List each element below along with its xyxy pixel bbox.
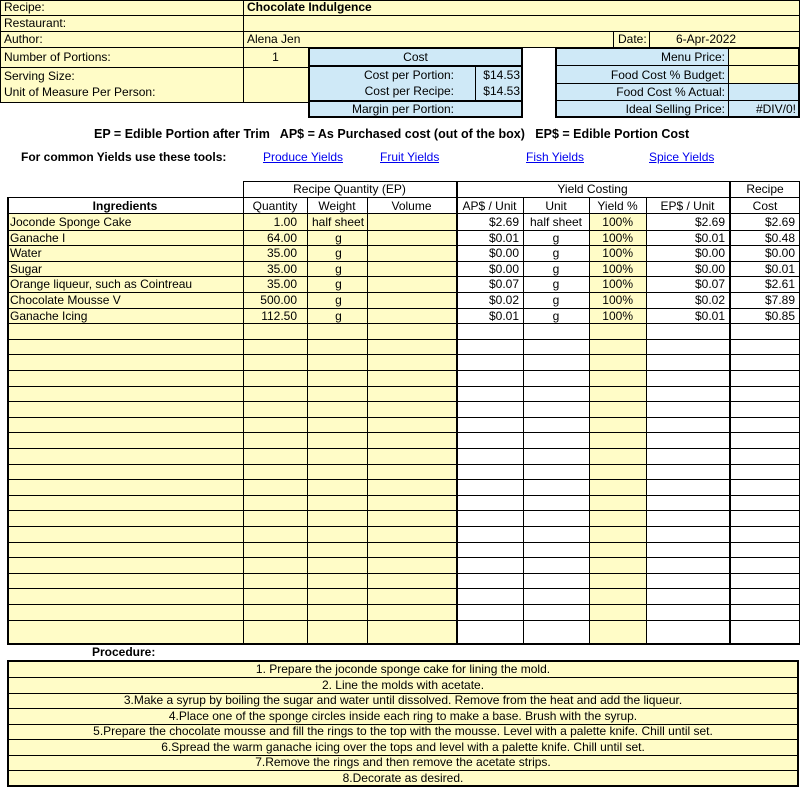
menu-price-label: Menu Price: — [660, 51, 725, 64]
unit-measure-label: Unit of Measure Per Person: — [4, 86, 156, 99]
procedure-step[interactable]: 4.Place one of the sponge circles inside each ring to make a base. Brush with the syrup. — [8, 709, 798, 725]
recipe-name[interactable]: Chocolate Indulgence — [247, 1, 372, 14]
legend-text: EP = Edible Portion after Trim AP$ = As Purchased cost (out of the box) EP$ = Edible Portion Cost — [94, 127, 690, 141]
cell-recipe-cost[interactable]: $2.69 — [764, 215, 795, 229]
cell-quantity[interactable]: 35.00 — [266, 277, 297, 291]
cost-per-recipe-label: Cost per Recipe: — [364, 85, 454, 98]
cell-weight[interactable]: g — [335, 293, 342, 307]
cell-quantity[interactable]: 1.00 — [273, 215, 297, 229]
cell-ep-unit[interactable]: $0.00 — [694, 246, 725, 260]
cell-volume[interactable] — [367, 246, 456, 260]
margin-per-portion-label: Margin per Portion: — [351, 103, 454, 116]
cell-weight[interactable]: half sheet — [312, 215, 365, 229]
cell-ep-unit[interactable]: $0.00 — [694, 262, 725, 276]
cell-ep-unit[interactable]: $0.01 — [694, 231, 725, 245]
procedure-step[interactable]: 3.Make a syrup by boiling the sugar and water until dissolved. Remove from the heat and add the liqueur. — [8, 693, 798, 709]
cost-per-recipe-value: $14.53 — [483, 85, 520, 98]
cell-ap-unit[interactable]: $0.00 — [488, 246, 519, 260]
cell-weight[interactable]: g — [335, 262, 342, 276]
fish-yields-link[interactable]: Fish Yields — [526, 150, 585, 164]
cell-unit[interactable]: g — [552, 309, 560, 323]
cell-volume[interactable] — [367, 262, 456, 276]
cell-ingredient-name[interactable]: Sugar — [10, 262, 43, 276]
cell-ap-unit[interactable]: $0.02 — [488, 293, 519, 307]
cell-unit[interactable]: g — [552, 231, 560, 245]
cell-unit[interactable]: g — [552, 262, 560, 276]
ideal-selling-price-value: #DIV/0! — [755, 103, 796, 116]
cell-recipe-cost[interactable]: $0.85 — [764, 309, 795, 323]
food-cost-actual-label: Food Cost % Actual: — [616, 86, 725, 99]
cell-volume[interactable] — [367, 309, 456, 323]
procedure-step[interactable]: 5.Prepare the chocolate mousse and fill the rings to the top with the mousse. Level with a palette knife. Chill until set. — [8, 724, 798, 740]
col-quantity: Quantity — [252, 199, 298, 213]
cell-yield-percent[interactable]: 100% — [602, 309, 633, 323]
cell-yield-percent[interactable]: 100% — [602, 293, 633, 307]
date-label: Date: — [618, 33, 647, 46]
cell-ingredient-name[interactable]: Orange liqueur, such as Cointreau — [10, 277, 193, 291]
cell-quantity[interactable]: 35.00 — [266, 262, 297, 276]
cell-volume[interactable] — [367, 215, 456, 229]
cell-ep-unit[interactable]: $0.01 — [694, 309, 725, 323]
cell-ap-unit[interactable]: $2.69 — [488, 215, 519, 229]
cell-yield-percent[interactable]: 100% — [602, 246, 633, 260]
cell-ap-unit[interactable]: $0.01 — [488, 309, 519, 323]
serving-size-label: Serving Size: — [4, 70, 75, 83]
author-label: Author: — [4, 33, 43, 46]
cell-quantity[interactable]: 500.00 — [260, 293, 297, 307]
cell-quantity[interactable]: 64.00 — [266, 231, 297, 245]
cell-unit[interactable]: g — [552, 293, 560, 307]
cost-box-title: Cost — [403, 50, 428, 64]
cell-recipe-cost[interactable]: $0.01 — [764, 262, 795, 276]
cell-yield-percent[interactable]: 100% — [602, 215, 633, 229]
cell-ingredient-name[interactable]: Chocolate Mousse V — [10, 293, 121, 307]
cell-volume[interactable] — [367, 231, 456, 245]
group-yield-costing: Yield Costing — [557, 182, 628, 196]
procedure-step[interactable]: 1. Prepare the joconde sponge cake for lining the mold. — [8, 662, 798, 678]
procedure-step[interactable]: 7.Remove the rings and then remove the acetate strips. — [8, 755, 798, 771]
restaurant-label: Restaurant: — [4, 17, 67, 30]
col-unit: Unit — [545, 199, 567, 213]
spice-yields-link[interactable]: Spice Yields — [649, 150, 715, 164]
cell-weight[interactable]: g — [335, 277, 342, 291]
date-value[interactable]: 6-Apr-2022 — [676, 33, 737, 46]
cost-per-portion-label: Cost per Portion: — [363, 69, 454, 82]
group-recipe-qty: Recipe Quantity (EP) — [293, 182, 406, 196]
tools-label: For common Yields use these tools: — [21, 150, 227, 164]
cell-yield-percent[interactable]: 100% — [602, 277, 633, 291]
cell-ep-unit[interactable]: $2.69 — [694, 215, 725, 229]
cell-yield-percent[interactable]: 100% — [602, 231, 633, 245]
menu-input-bg — [729, 49, 798, 83]
procedure-title: Procedure: — [92, 645, 156, 659]
cell-weight[interactable]: g — [335, 309, 342, 323]
cell-unit[interactable]: g — [552, 246, 560, 260]
col-ap-unit: AP$ / Unit — [462, 199, 517, 213]
cell-ingredient-name[interactable]: Ganache Icing — [10, 309, 88, 323]
col-ingredients: Ingredients — [92, 199, 158, 213]
cell-recipe-cost[interactable]: $0.48 — [764, 231, 795, 245]
cell-ap-unit[interactable]: $0.00 — [488, 262, 519, 276]
food-cost-budget-label: Food Cost % Budget: — [610, 69, 725, 82]
cell-volume[interactable] — [367, 293, 456, 307]
cell-ep-unit[interactable]: $0.02 — [694, 293, 725, 307]
cell-ap-unit[interactable]: $0.01 — [488, 231, 519, 245]
cell-yield-percent[interactable]: 100% — [602, 262, 633, 276]
group-recipe: Recipe — [746, 182, 784, 196]
procedure-step[interactable]: 8.Decorate as desired. — [8, 771, 798, 787]
author-value[interactable]: Alena Jen — [247, 33, 301, 46]
cell-ingredient-name[interactable]: Joconde Sponge Cake — [10, 215, 132, 229]
cell-quantity[interactable]: 112.50 — [261, 309, 297, 323]
cell-ingredient-name[interactable]: Water — [10, 246, 42, 260]
cell-weight[interactable]: g — [335, 246, 342, 260]
portions-value[interactable]: 1 — [272, 51, 279, 64]
cell-ap-unit[interactable]: $0.07 — [488, 277, 519, 291]
cell-quantity[interactable]: 35.00 — [266, 246, 297, 260]
col-cost: Cost — [752, 199, 778, 213]
cell-recipe-cost[interactable]: $0.00 — [764, 246, 795, 260]
ideal-selling-price-label: Ideal Selling Price: — [625, 103, 725, 116]
recipe-label: Recipe: — [4, 1, 45, 14]
cell-unit[interactable]: half sheet — [529, 215, 583, 229]
cell-volume[interactable] — [367, 277, 456, 291]
procedure-step[interactable]: 6.Spread the warm ganache icing over the tops and level with a palette knife. Chill until set. — [8, 740, 798, 756]
col-volume: Volume — [391, 199, 432, 213]
cell-weight[interactable]: g — [335, 231, 342, 245]
col-weight: Weight — [318, 199, 356, 213]
produce-yields-link[interactable]: Produce Yields — [263, 150, 344, 164]
cell-ep-unit[interactable]: $0.07 — [694, 277, 725, 291]
cost-per-portion-value: $14.53 — [483, 69, 520, 82]
cell-unit[interactable]: g — [552, 277, 560, 291]
fruit-yields-link[interactable]: Fruit Yields — [380, 150, 440, 164]
cell-ingredient-name[interactable]: Ganache I — [10, 231, 66, 245]
portions-label: Number of Portions: — [4, 51, 111, 64]
cell-recipe-cost[interactable]: $7.89 — [764, 293, 795, 307]
procedure-step[interactable]: 2. Line the molds with acetate. — [8, 678, 798, 694]
col-ep-unit: EP$ / Unit — [660, 199, 715, 213]
col-yield: Yield % — [597, 199, 638, 213]
cell-recipe-cost[interactable]: $2.61 — [764, 277, 795, 291]
